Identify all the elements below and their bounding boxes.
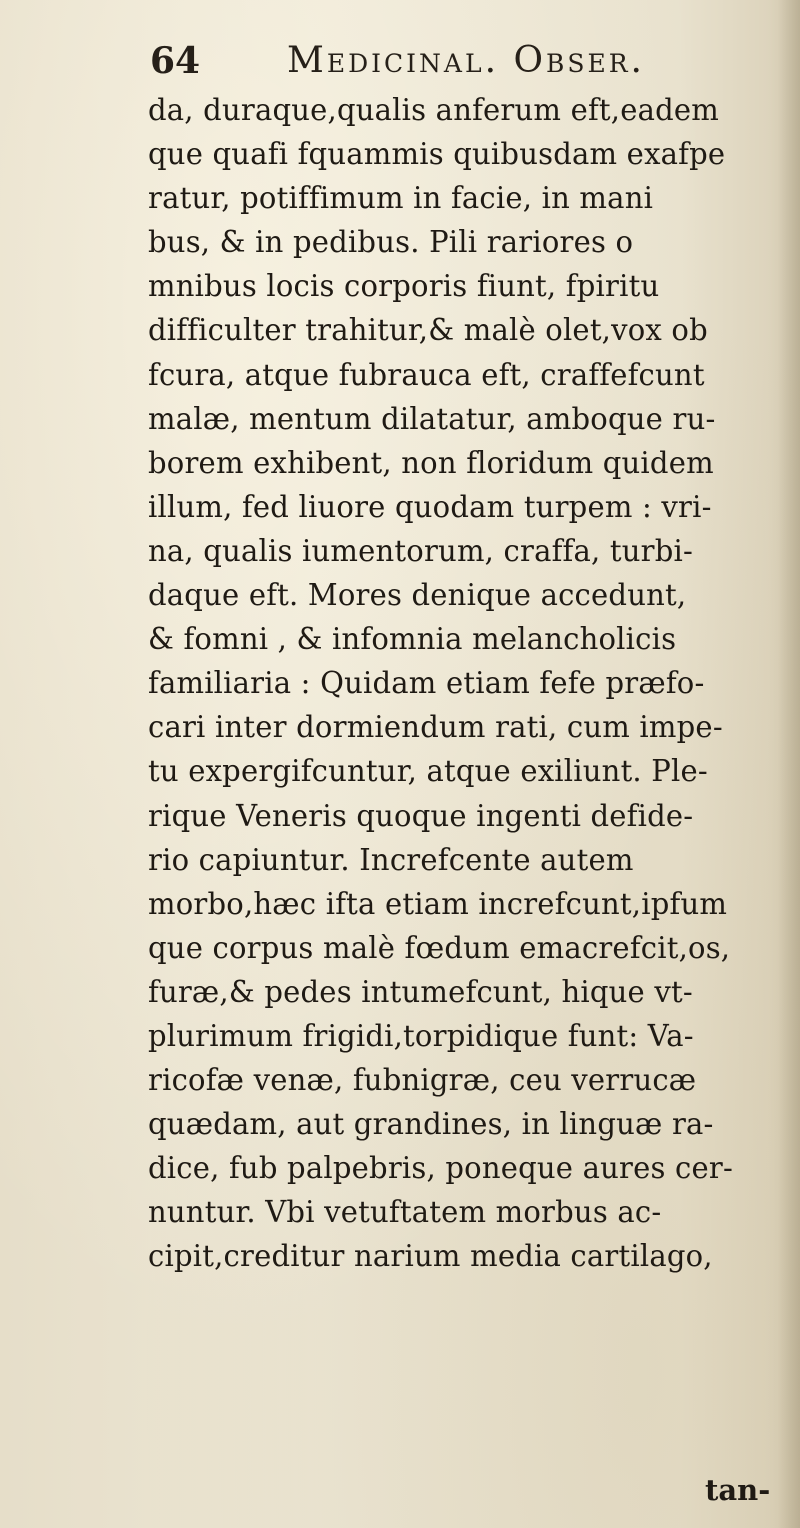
- text-line: da, duraque,qualis anferum eft,eadem: [148, 93, 720, 127]
- text-line: rique Veneris quoque ingenti defide-: [148, 798, 694, 833]
- text-line: na, qualis iumentorum, craffa, turbi-: [148, 533, 694, 568]
- text-line: borem exhibent, non floridum quidem: [148, 445, 714, 480]
- text-line: que corpus malè fœdum emacrefcit,os,: [148, 930, 731, 965]
- page-number: 64: [150, 40, 201, 82]
- text-line: dice, fub palpebris, poneque aures cer-: [148, 1151, 733, 1186]
- text-line: bus, & in pedibus. Pili rariores o: [148, 225, 634, 260]
- text-line: difficulter trahitur,& malè olet,vox ob: [148, 313, 708, 348]
- text-line: familiaria : Quidam etiam fefe præfo-: [148, 666, 705, 701]
- text-line: cari inter dormiendum rati, cum impe-: [148, 710, 723, 745]
- text-line: ratur, potiffimum in facie, in mani: [148, 181, 654, 216]
- text-line: que quafi fquammis quibusdam exafpe: [148, 137, 726, 172]
- text-line: rio capiuntur. Increfcente autem: [148, 842, 634, 877]
- text-line: quædam, aut grandines, in linguæ ra-: [148, 1107, 714, 1142]
- text-line: morbo,hæc ifta etiam increfcunt,ipfum: [148, 886, 728, 921]
- text-line: malæ, mentum dilatatur, amboque ru-: [148, 401, 716, 436]
- catchword: tan-: [705, 1473, 771, 1507]
- text-line: nuntur. Vbi vetuftatem morbus ac-: [148, 1195, 662, 1230]
- text-line: tu expergifcuntur, atque exiliunt. Ple-: [148, 754, 708, 789]
- text-line: plurimum frigidi,torpidique funt: Va-: [148, 1018, 694, 1053]
- text-line: & fomni , & infomnia melancholicis: [148, 622, 677, 657]
- text-line: fcura, atque fubrauca eft, craffefcunt: [148, 357, 705, 392]
- text-line: illum, fed liuore quodam turpem : vri-: [148, 489, 712, 524]
- text-line: mnibus locis corporis fiunt, fpiritu: [148, 269, 660, 304]
- running-head: Medicinal. Obser.: [287, 40, 645, 81]
- page-header: [150, 40, 730, 90]
- body-text: [148, 88, 798, 1279]
- text-line: cipit,creditur narium media cartilago,: [148, 1239, 713, 1274]
- text-line: daque eft. Mores denique accedunt,: [148, 578, 687, 613]
- text-line: furæ,& pedes intumefcunt, hique vt-: [148, 974, 693, 1009]
- text-line: ricofæ venæ, fubnigræ, ceu verrucæ: [148, 1063, 697, 1098]
